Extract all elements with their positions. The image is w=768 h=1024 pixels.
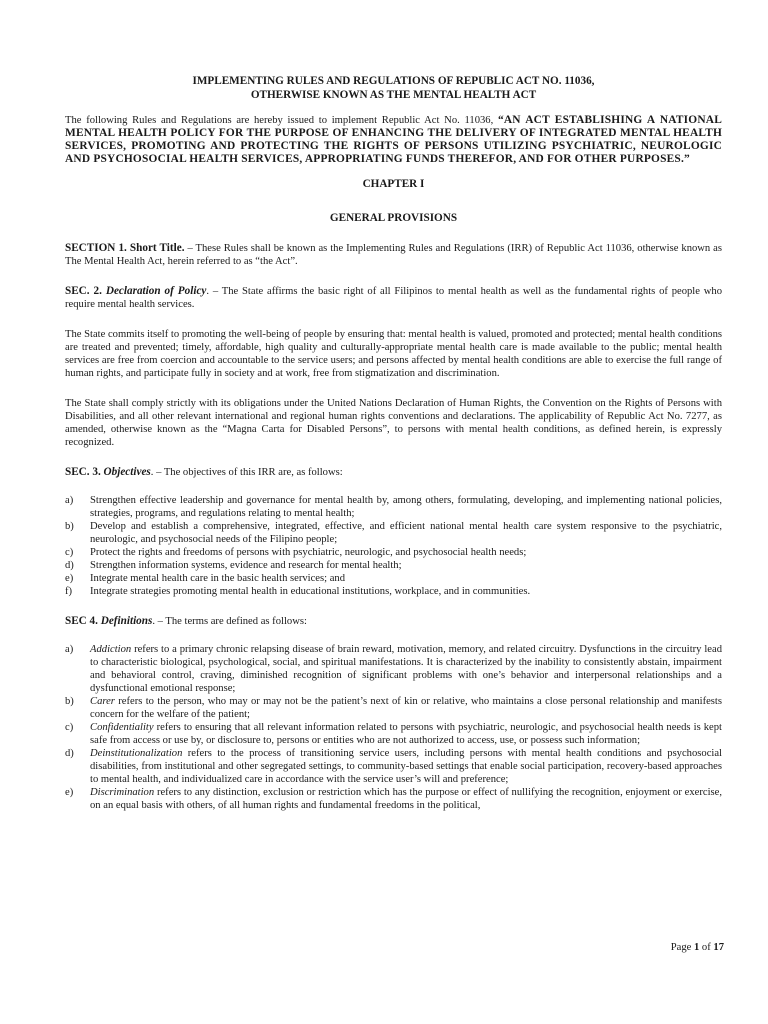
section-2-text: . – The State affirms the basic right of all Filipinos to mental health as well as the fundamental rights of people who require mental health services. [65, 286, 722, 310]
section-3-title: Objectives [103, 466, 151, 478]
section-3-label: SEC. 3. [65, 466, 104, 478]
section-1-heading: SECTION 1. Short Title. [65, 242, 185, 254]
list-item: a) Strengthen effective leadership and governance for mental health by, among others, formulating, developing, and implementing national policies, strategies, programs, and regulations relating to mental health; [65, 495, 722, 519]
list-item: d) Strengthen information systems, evidence and research for mental health; [65, 560, 402, 571]
section-4 [65, 615, 722, 628]
list-item: e) Discrimination refers to any distinction, exclusion or restriction which has the purpose or effect of nullifying the recognition, enjoyment or exercise, on an equal basis with others, of all human rights and fundamental freedoms in the political, [65, 787, 722, 811]
list-item: e) Integrate mental health care in the basic health services; and [65, 573, 346, 584]
intro-text: The following Rules and Regulations are hereby issued to implement Republic Act No. 11036, [65, 115, 498, 126]
list-item: f) Integrate strategies promoting mental health in educational institutions, workplace, and in communities. [65, 586, 531, 597]
section-4-title: Definitions [100, 615, 153, 627]
list-item: b) Carer refers to the person, who may or may not be the patient’s next of kin or relative, who maintains a close personal relationship and manifests concern for the welfare of the patient; [65, 696, 722, 720]
intro-act-title: “AN ACT ESTABLISHING A NATIONAL MENTAL HEALTH POLICY FOR THE PURPOSE OF ENHANCING THE DELIVERY OF INTEGRATED MENTAL HEALTH SERVICES, PROMOTING AND PROTECTING THE RIGHTS OF PERSONS UTILIZING PSYCHIATRIC, NEUROLOGIC AND PSYCHOSOCIAL HEALTH SERVICES, APPROPRIATING FUNDS THEREFOR, AND FOR OTHER PURPOSES.” [65, 114, 722, 165]
section-4-text: . – The terms are defined as follows: [152, 616, 307, 627]
intro-paragraph [65, 114, 722, 166]
page-number: Page 1 of 17 [670, 942, 724, 953]
list-item: a) Addiction refers to a primary chronic relapsing disease of brain reward, motivation, memory, and related circuitry. Dysfunctions in the circuitry lead to characteristic biological, psychological, social, and spiritual manifestations. It is characterized by the inability to consistently abstain, impairment and behavioral control, craving, diminished recognition of significant problems with one’s behavior and interpersonal relationships and a dysfunctional emotional response; [65, 644, 722, 694]
title-line-2: OTHERWISE KNOWN AS THE MENTAL HEALTH ACT [250, 89, 537, 101]
section-4-label: SEC 4. [65, 615, 101, 627]
document-page [65, 74, 722, 812]
title-line-1: IMPLEMENTING RULES AND REGULATIONS OF REPUBLIC ACT NO. 11036, [192, 75, 595, 87]
list-item: c) Confidentiality refers to ensuring that all relevant information related to persons with psychiatric, neurologic, and psychosocial health needs is kept safe from access or use by, or disclosure to, persons or entities who are not authorized to access, use, or possess such information; [65, 722, 722, 746]
section-1 [65, 242, 722, 268]
list-item: d) Deinstitutionalization refers to the process of transitioning service users, including persons with mental health conditions and psychosocial disabilities, from institutional and other segregated settings, to community-based settings that enable social participation, recovery-based approaches to mental health, and individualized care in accordance with the service user’s will and preference; [65, 748, 722, 785]
chapter-title: GENERAL PROVISIONS [329, 212, 458, 224]
objectives-list [65, 494, 722, 598]
section-2-paragraph-2: The State commits itself to promoting the well-being of people by ensuring that: mental health is valued, promoted and protected; mental health conditions are treated and prevented; timely, affordable, high quality and culturally-appropriate mental health care is made available to the public; mental health services are free from coercion and accountable to the service users; and persons affected by mental health conditions are able to exercise the full range of human rights, and participate fully in society and at work, free from stigmatization and discrimination. [65, 329, 722, 379]
document-title [65, 74, 722, 102]
section-3-text: . – The objectives of this IRR are, as follows: [150, 467, 343, 478]
chapter-heading: CHAPTER I [362, 178, 425, 190]
list-item: c) Protect the rights and freedoms of persons with psychiatric, neurologic, and psychosocial health needs; [65, 547, 527, 558]
section-2-title: Declaration of Policy [105, 285, 207, 297]
section-1-text: – These Rules shall be known as the Implementing Rules and Regulations (IRR) of Republic Act 11036, otherwise known as The Mental Health Act, herein referred to as “the Act”. [65, 243, 722, 267]
list-item: b) Develop and establish a comprehensive, integrated, effective, and efficient national mental health care system responsive to the psychiatric, neurologic, and psychosocial needs of the Filipino people; [65, 521, 722, 545]
section-2-label: SEC. 2. [65, 285, 106, 297]
section-2 [65, 285, 722, 311]
section-2-paragraph-3: The State shall comply strictly with its obligations under the United Nations Declaration of Human Rights, the Convention on the Rights of Persons with Disabilities, and all other relevant international and regional human rights conventions and declarations. The applicability of Republic Act No. 7277, as amended, otherwise known as the “Magna Carta for Disabled Persons”, to persons with mental health conditions, as defined herein, is expressly recognized. [65, 398, 722, 448]
definitions-list [65, 643, 722, 812]
section-3 [65, 466, 722, 479]
